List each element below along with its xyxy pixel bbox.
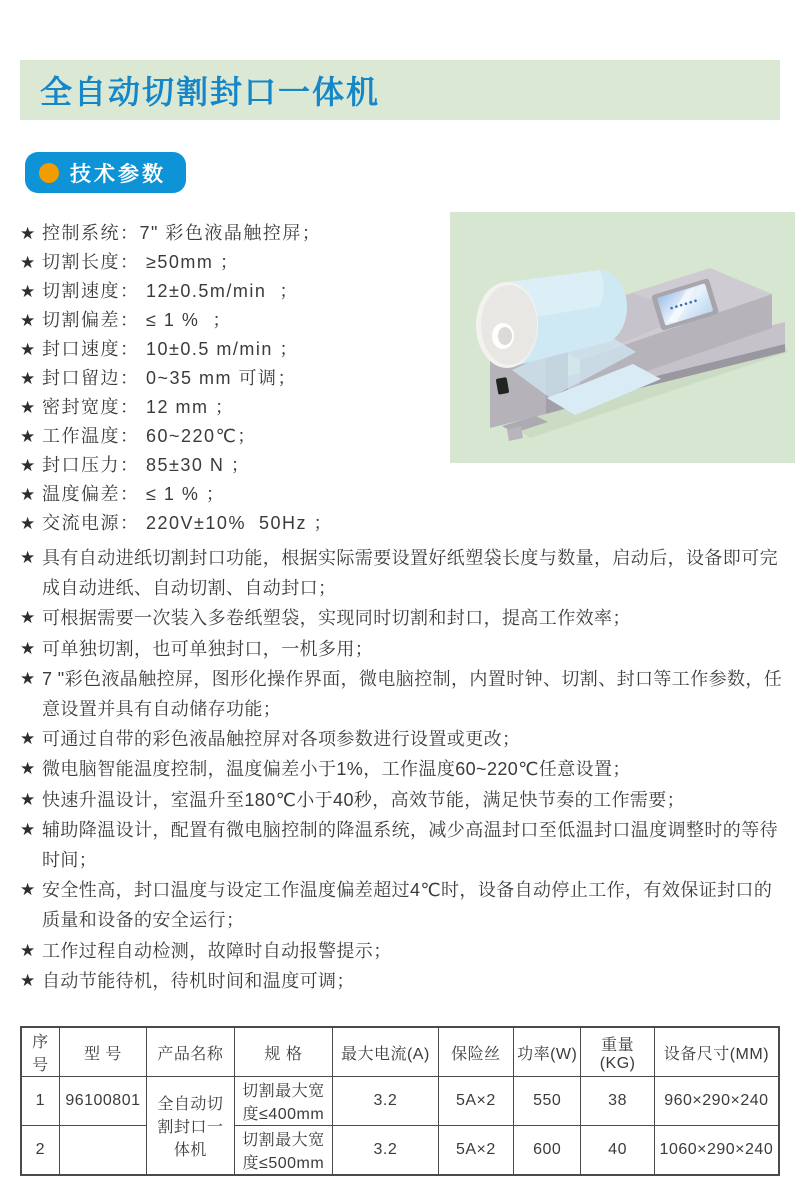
table-cell-weight: 40 (581, 1126, 654, 1176)
star-icon: ★ (20, 548, 36, 567)
spec-text: 封口留边： 0~35 mm 可调； (42, 368, 298, 388)
spec-text: 温度偏差： ≤ 1 % ； (42, 484, 226, 504)
table-header-cell: 规 格 (234, 1027, 333, 1077)
table-cell-no: 2 (21, 1126, 59, 1176)
product-image (450, 212, 795, 463)
table-cell-size: 1060×290×240 (654, 1126, 779, 1176)
table-header-cell: 产品名称 (147, 1027, 234, 1077)
feature-text: 可根据需要一次装入多卷纸塑袋，实现同时切割和封口，提高工作效率； (42, 608, 631, 629)
star-icon: ★ (20, 485, 36, 504)
spec-list (20, 219, 450, 538)
table-cell-fuse: 5A×2 (438, 1126, 513, 1176)
table-header-cell: 设备尺寸(MM) (654, 1027, 779, 1077)
feature-item (20, 664, 784, 724)
spec-text: 封口压力： 85±30 N ； (42, 455, 251, 475)
spec-text: 控制系统：7" 彩色液晶触控屏； (42, 223, 322, 243)
star-icon: ★ (20, 427, 36, 446)
feature-text: 工作过程自动检测，故障时自动报警提示； (42, 940, 392, 961)
feature-text: 快速升温设计，室温升至180℃小于40秒，高效节能，满足快节奏的工作需要； (42, 789, 686, 810)
page-title: 全自动切割封口一体机 (40, 74, 381, 110)
feature-list (20, 543, 784, 996)
star-icon: ★ (20, 940, 36, 960)
feature-item (20, 603, 784, 633)
feature-text: 自动节能待机，待机时间和温度可调； (42, 970, 355, 991)
table-header-cell: 重量(KG) (581, 1027, 654, 1077)
spec-item (20, 393, 450, 422)
feature-item (20, 634, 784, 664)
star-icon: ★ (20, 282, 36, 301)
spec-item (20, 219, 450, 248)
spec-item (20, 451, 450, 480)
feature-text: 可单独切割，也可单独封口，一机多用； (42, 638, 374, 659)
spec-item (20, 248, 450, 277)
feature-text: 可通过自带的彩色液晶触控屏对各项参数进行设置或更改； (42, 729, 521, 750)
table-row (21, 1126, 779, 1176)
table-header-cell: 最大电流(A) (333, 1027, 439, 1077)
table-cell-size: 960×290×240 (654, 1077, 779, 1126)
table-cell-power: 550 (514, 1077, 581, 1126)
feature-text: 微电脑智能温度控制，温度偏差小于1%，工作温度60~220℃任意设置； (42, 759, 631, 780)
table-header-cell: 保险丝 (438, 1027, 513, 1077)
feature-text: 辅助降温设计，配置有微电脑控制的降温系统，减少高温封口至低温封口温度调整时的等待时间； (42, 819, 778, 871)
feature-item (20, 966, 784, 996)
machine-illustration (450, 212, 795, 463)
star-icon: ★ (20, 311, 36, 330)
star-icon: ★ (20, 970, 36, 990)
spec-text: 切割长度： ≥50mm ； (42, 252, 240, 272)
spec-text: 切割速度： 12±0.5m/min ； (42, 281, 299, 301)
spec-text: 工作温度： 60~220℃； (42, 426, 257, 446)
star-icon: ★ (20, 398, 36, 417)
spec-item (20, 480, 450, 509)
star-icon: ★ (20, 668, 36, 688)
spec-table (20, 1026, 780, 1176)
feature-item (20, 543, 784, 603)
table-header-row (21, 1027, 779, 1077)
star-icon: ★ (20, 638, 36, 658)
table-header-cell: 型 号 (59, 1027, 146, 1077)
star-icon: ★ (20, 789, 36, 809)
table-cell-power: 600 (514, 1126, 581, 1176)
feature-item (20, 936, 784, 966)
table-cell-spec: 切割最大宽度≤400mm (234, 1077, 333, 1126)
orange-dot-icon (39, 163, 59, 183)
star-icon: ★ (20, 880, 36, 900)
table-header-cell: 功率(W) (514, 1027, 581, 1077)
section-badge (25, 152, 186, 193)
feature-item (20, 785, 784, 815)
spec-item (20, 277, 450, 306)
feature-item (20, 754, 784, 784)
table-cell-model (59, 1126, 146, 1176)
spec-item (20, 422, 450, 451)
table-header-cell: 序号 (21, 1027, 59, 1077)
table-cell-current: 3.2 (333, 1077, 439, 1126)
section-badge-label: 技术参数 (70, 162, 166, 186)
star-icon: ★ (20, 253, 36, 272)
table-row (21, 1077, 779, 1126)
spec-item (20, 509, 450, 538)
spec-item (20, 306, 450, 335)
spec-text: 交流电源： 220V±10% 50Hz ； (42, 513, 333, 533)
star-icon: ★ (20, 729, 36, 749)
star-icon: ★ (20, 608, 36, 628)
feature-text: 具有自动进纸切割封口功能，根据实际需要设置好纸塑袋长度与数量，启动后，设备即可完成自动进纸、自动切割、自动封口； (42, 548, 778, 599)
star-icon: ★ (20, 456, 36, 475)
table-cell-no: 1 (21, 1077, 59, 1126)
star-icon: ★ (20, 819, 36, 839)
feature-item (20, 815, 784, 875)
table-cell-product-name: 全自动切割封口一体机 (147, 1077, 234, 1176)
table-cell-spec: 切割最大宽度≤500mm (234, 1126, 333, 1176)
table-cell-fuse: 5A×2 (438, 1077, 513, 1126)
feature-text: 安全性高，封口温度与设定工作温度偏差超过4℃时，设备自动停止工作，有效保证封口的质量和设备的安全运行； (42, 880, 773, 931)
star-icon: ★ (20, 224, 36, 243)
star-icon: ★ (20, 759, 36, 779)
star-icon: ★ (20, 340, 36, 359)
star-icon: ★ (20, 514, 36, 533)
title-bar (20, 60, 780, 120)
feature-text: 7 "彩色液晶触控屏，图形化操作界面，微电脑控制，内置时钟、切割、封口等工作参数，任意设置并具有自动储存功能； (42, 668, 783, 720)
spec-text: 切割偏差： ≤ 1 % ； (42, 310, 232, 330)
spec-item (20, 335, 450, 364)
table-cell-weight: 38 (581, 1077, 654, 1126)
table-cell-current: 3.2 (333, 1126, 439, 1176)
spec-item (20, 364, 450, 393)
table-cell-model: 96100801 (59, 1077, 146, 1126)
spec-text: 封口速度： 10±0.5 m/min ； (42, 339, 299, 359)
feature-item (20, 875, 784, 935)
feature-item (20, 724, 784, 754)
spec-text: 密封宽度： 12 mm ； (42, 397, 235, 417)
star-icon: ★ (20, 369, 36, 388)
